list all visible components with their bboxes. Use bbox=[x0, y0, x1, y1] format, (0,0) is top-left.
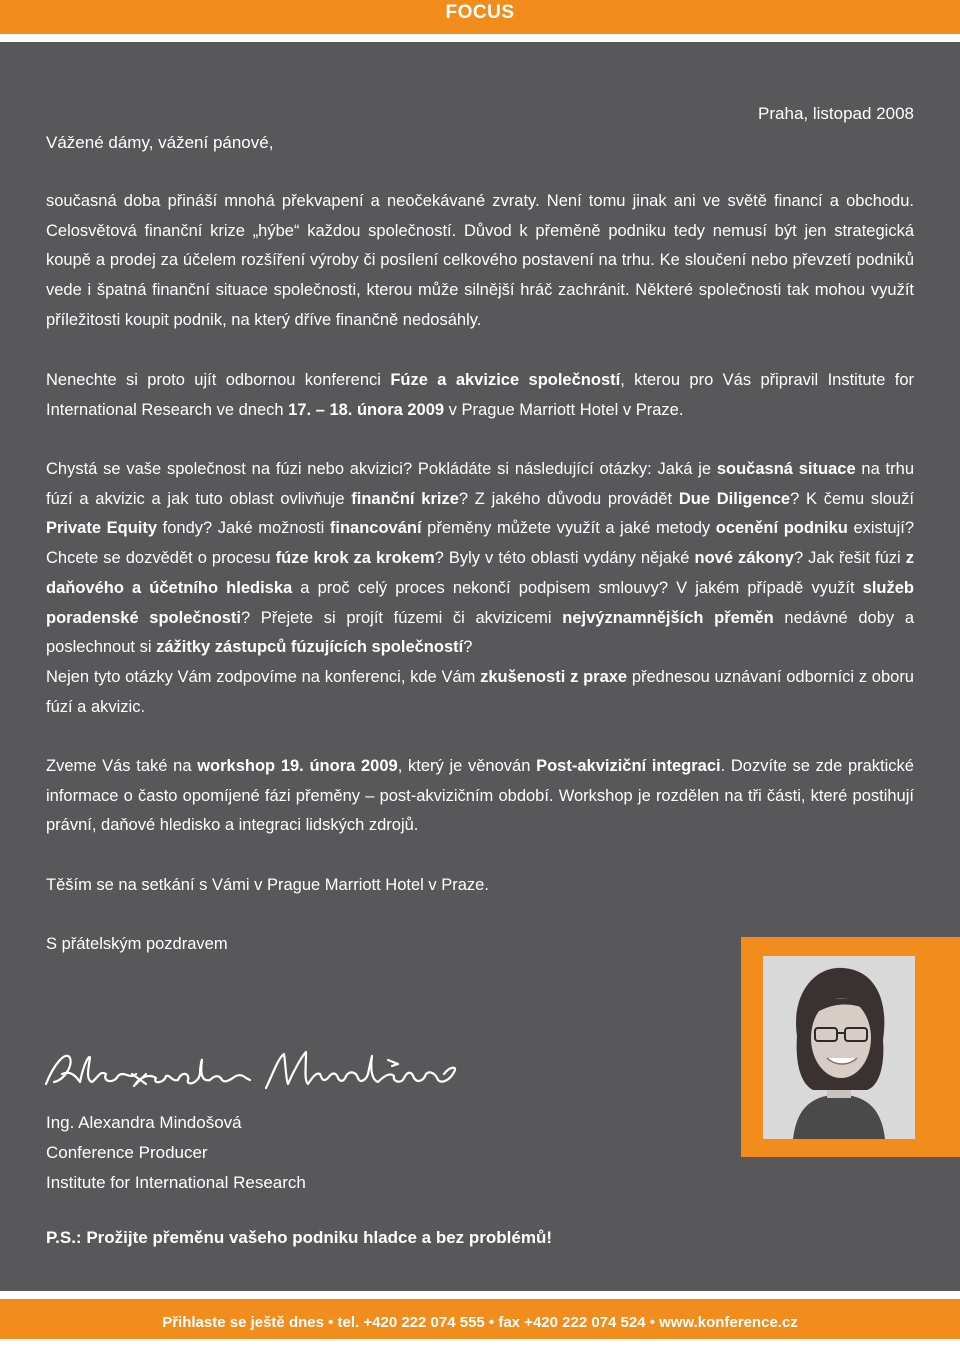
text-span: ? Přejete si projít fúzemi či akvizicemi bbox=[240, 608, 563, 627]
header-bar bbox=[0, 0, 960, 34]
text-span: Nenechte si proto ujít odbornou konferenci bbox=[46, 371, 391, 389]
closing: S přátelským pozdravem bbox=[46, 935, 228, 953]
signature-image bbox=[40, 1040, 460, 1100]
portrait-photo bbox=[763, 956, 915, 1139]
portrait-frame bbox=[741, 937, 960, 1157]
salutation: Vážené dámy, vážení pánové, bbox=[46, 133, 274, 152]
text-span: v Prague Marriott Hotel v Praze. bbox=[444, 400, 684, 419]
highlight: služeb poradenské společnosti bbox=[46, 578, 914, 627]
highlight: nové zákony bbox=[694, 549, 794, 568]
highlight: ocenění podniku bbox=[715, 519, 848, 538]
signer-block bbox=[46, 1108, 306, 1198]
letter-date: Praha, listopad 2008 bbox=[758, 104, 914, 123]
highlight: Private Equity bbox=[46, 519, 158, 538]
paragraph-intro: současná doba přináší mnohá překvapení a neočekávané zvraty. Není tomu jinak ani ve světě financí a obchodu. Celosvětová finanční krize „hýbe“ každou společností. Důvod k přeměně podniku tedy nemusí být jen strategická koupě a prodej za účelem rozšíření výroby či posílení celkového postavení na trhu. Ke sloučení nebo převzetí podniků vede i špatná finanční situace společnosti, kterou může silnější hráč zachránit. Některé společnosti tak mohou využít příležitosti koupit podnik, na který dříve finančně nedosáhly. bbox=[46, 192, 914, 329]
text-span: ? bbox=[463, 638, 473, 657]
signer-title: Conference Producer bbox=[46, 1143, 208, 1162]
text-span: na trhu fúzí a akvizic a jak tuto oblast ovlivňuje bbox=[46, 460, 914, 508]
text-span: ? K čemu slouží bbox=[790, 489, 914, 508]
text-span: , kterou pro Vás připravil Institute for International Research ve dnech bbox=[46, 371, 915, 419]
highlight: financování bbox=[329, 519, 422, 538]
text-span: Chystá se vaše společnost na fúzi nebo akvizici? Pokládáte si následující otázky: Jaká je bbox=[46, 460, 717, 478]
text-span: . Dozvíte se zde praktické informace o často opomíjené fázi přeměny – post-akvizičním období. Workshop je rozdělen na tři části, které postihují právní, daňové hledisko a integraci lidských zdrojů. bbox=[46, 757, 914, 835]
highlight: z daňového a účetního hlediska bbox=[46, 549, 914, 597]
highlight: nejvýznamnějších přeměn bbox=[562, 608, 774, 627]
highlight: Due Diligence bbox=[678, 489, 791, 508]
text-span: a proč celý proces nekončí podpisem smlouvy? V jakém případě využít bbox=[292, 578, 863, 597]
text-span: přednesou uznávaní odborníci z oboru fúzí a akvizic. bbox=[46, 667, 914, 716]
highlight: finanční krize bbox=[351, 489, 459, 508]
highlight: fúze krok za krokem bbox=[275, 549, 435, 568]
signer-name: Ing. Alexandra Mindošová bbox=[46, 1113, 242, 1132]
letter-panel bbox=[0, 42, 960, 1291]
highlight: současná situace bbox=[716, 460, 856, 478]
header-title: FOCUS bbox=[445, 2, 515, 23]
text-span: existují? Chcete se dozvědět o procesu bbox=[46, 519, 914, 568]
text-span: nedávné doby a poslechnout si bbox=[46, 608, 914, 657]
highlight: zážitky zástupců fúzujících společností bbox=[156, 638, 464, 657]
workshop-date: workshop 19. února 2009 bbox=[197, 757, 398, 775]
workshop-topic: Post-akviziční integraci bbox=[536, 757, 721, 775]
conference-name: Fúze a akvizice společností bbox=[390, 371, 621, 389]
footer-contact: Přihlaste se ještě dnes • tel. +420 222 074 555 • fax +420 222 074 524 • www.konference.cz bbox=[162, 1314, 798, 1331]
paragraph-meeting: Těším se na setkání s Vámi v Prague Marriott Hotel v Praze. bbox=[46, 876, 489, 894]
conference-dates: 17. – 18. února 2009 bbox=[288, 400, 445, 419]
text-span: Zveme Vás také na bbox=[46, 757, 198, 775]
text-span: Nejen tyto otázky Vám zodpovíme na konferenci, kde Vám bbox=[46, 667, 481, 686]
text-span: ? Jak řešit fúzi bbox=[793, 549, 906, 568]
text-span: ? Byly v této oblasti vydány nějaké bbox=[434, 549, 695, 568]
paragraph-conference bbox=[46, 366, 914, 425]
highlight: zkušenosti z praxe bbox=[480, 667, 628, 686]
footer-bar bbox=[0, 1299, 960, 1339]
postscript: P.S.: Prožijte přeměnu vašeho podniku hladce a bez problémů! bbox=[46, 1228, 553, 1247]
text-span: přeměny můžete využít a jaké metody bbox=[421, 519, 716, 538]
text-span: fondy? Jaké možnosti bbox=[157, 519, 330, 538]
text-span: ? Z jakého důvodu provádět bbox=[458, 489, 679, 508]
paragraph-questions bbox=[46, 455, 914, 722]
signer-organization: Institute for International Research bbox=[46, 1173, 306, 1192]
paragraph-workshop bbox=[46, 752, 914, 841]
text-span: , který je věnován bbox=[397, 757, 537, 775]
